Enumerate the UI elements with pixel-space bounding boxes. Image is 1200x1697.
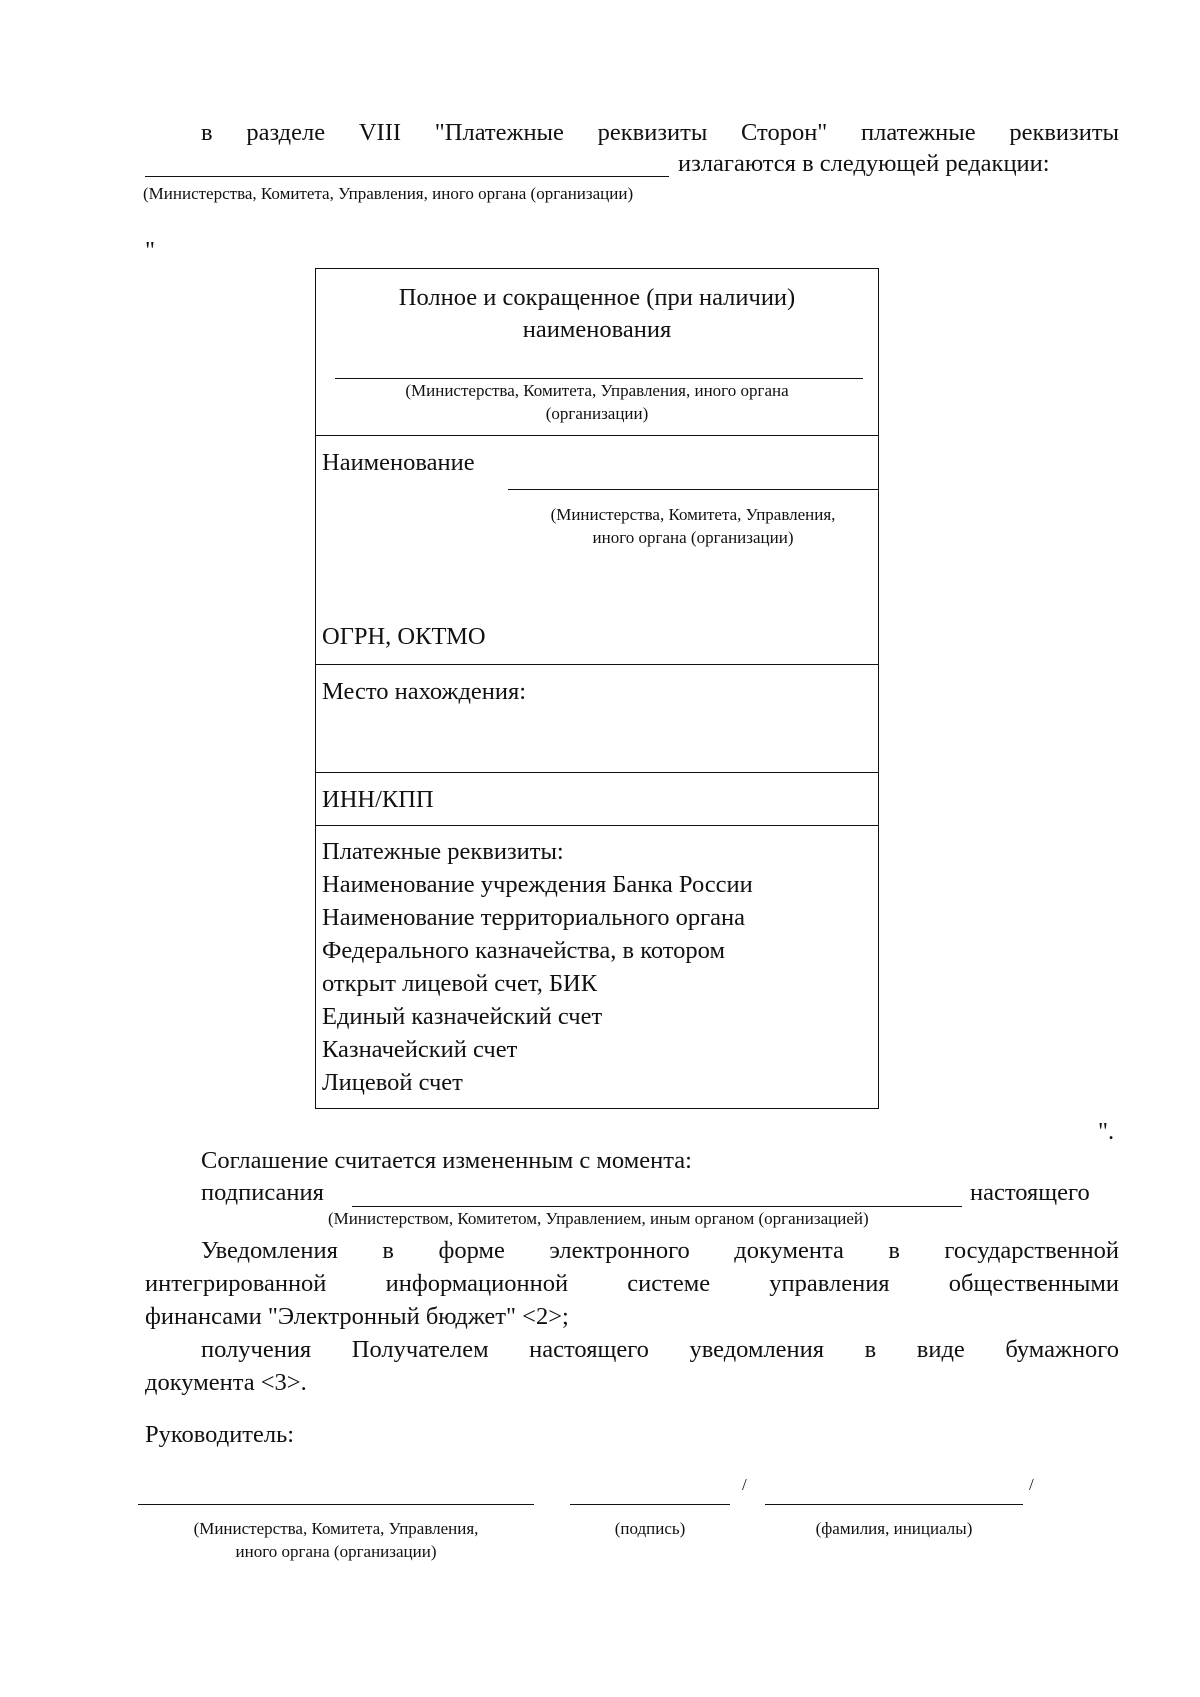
box-name-blank-line [508,489,879,490]
para1-line-3: финансами "Электронный бюджет" <2>; [145,1303,569,1330]
signing-caption: (Министерством, Комитетом, Управлением, иным органом (организацией) [328,1209,869,1228]
box-payment-line: Единый казначейский счет [322,1003,603,1030]
box-payment-line: открыт лицевой счет, БИК [322,970,598,997]
head-label: Руководитель: [145,1421,295,1448]
box-payment-line: Наименование территориального органа [322,904,746,931]
box-title-blank-line [335,378,863,379]
requisites-box [315,268,879,1109]
slash-1: / [742,1475,747,1494]
box-separator [316,664,878,665]
slash-2: / [1029,1475,1034,1494]
org-caption-line-1: (Министерства, Комитета, Управления, [193,1519,479,1538]
para1-line-1: Уведомления в форме электронного документа в государственной [201,1237,1119,1264]
para2-line-2: документа <3>. [145,1369,307,1396]
box-payment-line: Федерального казначейства, в котором [322,937,725,964]
intro-caption: (Министерства, Комитета, Управления, иного органа (организации) [143,184,634,203]
para2-line-1: получения Получателем настоящего уведомления в виде бумажного [201,1336,1119,1363]
signing-blank-line [352,1206,962,1207]
box-title-line-2: наименования [522,316,672,343]
quote-close: ". [1098,1118,1115,1145]
box-separator [316,825,878,826]
box-title-caption-line-1: (Министерства, Комитета, Управления, иного органа [405,381,789,400]
signing-word: подписания [201,1179,324,1206]
box-inn-label: ИНН/КПП [322,786,434,813]
box-name-caption-line-2: иного органа (организации) [592,528,794,547]
sign-line [570,1504,730,1505]
box-name-caption-line-1: (Министерства, Комитета, Управления, [550,505,836,524]
signing-tail: настоящего [970,1179,1090,1206]
box-payment-line: Лицевой счет [322,1069,463,1096]
box-title-line-1: Полное и сокращенное (при наличии) [398,284,796,311]
box-ogrn-label: ОГРН, ОКТМО [322,623,486,650]
sign-caption: (подпись) [614,1519,686,1538]
org-signature-line [138,1504,534,1505]
org-caption-line-2: иного органа (организации) [235,1542,437,1561]
box-payment-line: Казначейский счет [322,1036,518,1063]
box-separator [316,772,878,773]
box-payment-line: Платежные реквизиты: [322,838,564,865]
box-title-caption-line-2: (организации) [545,404,649,423]
organization-blank-line [145,176,669,177]
name-line [765,1504,1023,1505]
box-separator [316,435,878,436]
agreement-line-1: Соглашение считается измененным с момента: [201,1147,692,1174]
box-payment-line: Наименование учреждения Банка России [322,871,753,898]
intro-line-2-tail: излагаются в следующей редакции: [678,150,1050,177]
para1-line-2: интегрированной информационной системе управления общественными [145,1270,1119,1297]
name-caption: (фамилия, инициалы) [815,1519,973,1538]
quote-open: " [145,237,156,264]
box-location-label: Место нахождения: [322,678,527,705]
intro-line-1: в разделе VIII "Платежные реквизиты Сторон" платежные реквизиты [201,119,1119,146]
box-name-label: Наименование [322,449,475,476]
